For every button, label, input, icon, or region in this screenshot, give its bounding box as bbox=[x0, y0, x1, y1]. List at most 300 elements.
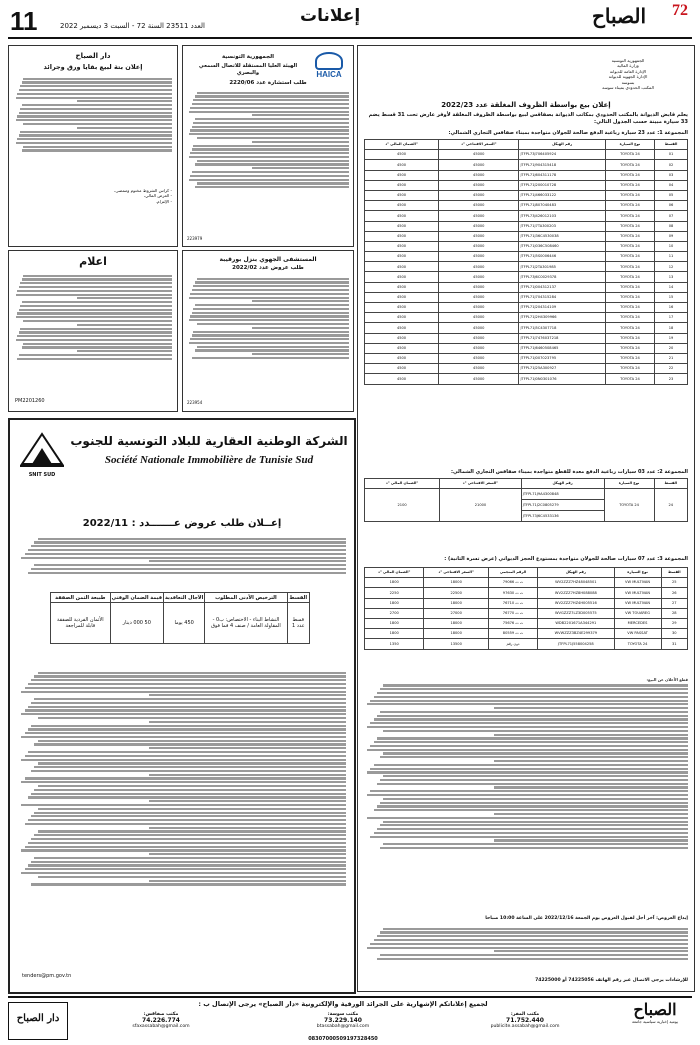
filler-text bbox=[187, 92, 349, 189]
table-cell: 4500 bbox=[365, 231, 439, 241]
text-line bbox=[252, 114, 349, 116]
table-cell: 45000 bbox=[439, 313, 519, 323]
table-cell: 18000 bbox=[424, 598, 488, 608]
table-cell: WVGZZZ7LZ3D005575 bbox=[538, 608, 614, 618]
table-cell: 4500 bbox=[365, 241, 439, 251]
table-cell: 4500 bbox=[365, 272, 439, 282]
text-line bbox=[28, 796, 346, 798]
text-line bbox=[494, 813, 688, 815]
table-cell: TOYOTA 24 bbox=[605, 303, 654, 313]
table-cell: 4500 bbox=[365, 180, 439, 190]
text-line bbox=[367, 947, 688, 949]
table-cell: TOYOTA 24 bbox=[605, 221, 654, 231]
table-cell: JTFPL71J558004258 bbox=[538, 639, 614, 649]
text-line bbox=[25, 687, 346, 689]
table-cell: 05 bbox=[655, 190, 688, 200]
text-line bbox=[383, 730, 688, 732]
table-header: القسط bbox=[655, 140, 688, 150]
table-cell: 03 bbox=[655, 170, 688, 180]
table-cell: JTFPL71J704315284 bbox=[519, 292, 605, 302]
table-cell: 4500 bbox=[365, 303, 439, 313]
table-row bbox=[365, 241, 688, 251]
group2-price: 21000 bbox=[440, 489, 522, 522]
text-line bbox=[374, 832, 688, 834]
table-header: القسط bbox=[654, 479, 687, 489]
table-cell: JTFPL71J200010728 bbox=[519, 180, 605, 190]
snit-tender-title: إعــلان طلب عروض عـــــــدد : 2022/11 bbox=[82, 518, 282, 529]
text-line bbox=[21, 849, 346, 851]
text-line bbox=[31, 815, 346, 817]
text-line bbox=[252, 300, 349, 302]
group2-guarantee: 2100 bbox=[365, 489, 440, 522]
snit-intro bbox=[18, 536, 346, 588]
text-line bbox=[149, 853, 346, 855]
header-rule bbox=[8, 37, 692, 39]
tender-conditions: قطع الأعلان عن البيع: bbox=[364, 678, 688, 908]
text-line bbox=[380, 954, 688, 956]
text-line bbox=[25, 709, 346, 711]
table-cell: 450 يوما bbox=[163, 603, 204, 644]
table-cell: 4500 bbox=[365, 170, 439, 180]
table-cell: 45000 bbox=[439, 221, 519, 231]
table-cell: WV2ZZZ7HZ8H088088 bbox=[538, 588, 614, 598]
table-cell: JTFPL71J036C508460 bbox=[519, 241, 605, 251]
table-cell: TOYOTA 24 bbox=[605, 313, 654, 323]
table-cell: VW MULTIVAN bbox=[614, 578, 661, 588]
table-cell: 45000 bbox=[439, 252, 519, 262]
snit-lots-table bbox=[50, 592, 310, 644]
dar-title: دار الصباح bbox=[75, 52, 111, 60]
logo-year: 72 bbox=[672, 2, 688, 19]
table-cell: TOYOTA 24 bbox=[605, 333, 654, 343]
text-line bbox=[19, 89, 172, 91]
table-header: القسط bbox=[287, 593, 310, 603]
snit-company-fr: Société Nationale Immobilière de Tunisie Sud bbox=[104, 454, 314, 466]
text-line bbox=[377, 958, 688, 960]
haica-ad bbox=[182, 45, 354, 247]
page-number: 11 bbox=[10, 6, 38, 36]
table-cell: VW MULTIVAN bbox=[614, 588, 661, 598]
text-line bbox=[370, 768, 688, 770]
table-cell: 76710 ت ت bbox=[488, 598, 537, 608]
issue-line: العدد 23511 السنة 72 - السبت 3 ديسمبر 2022 bbox=[60, 22, 205, 30]
text-line bbox=[192, 357, 349, 359]
text-line bbox=[19, 354, 172, 356]
group2-vin: JTFPL71J9A4300848 bbox=[521, 489, 604, 500]
text-line bbox=[374, 696, 688, 698]
text-line bbox=[193, 99, 349, 101]
table-cell: 45000 bbox=[439, 231, 519, 241]
text-line bbox=[21, 759, 346, 761]
hospital-subtitle: طلب عروض عدد 2022/02 bbox=[232, 265, 304, 271]
text-line bbox=[31, 838, 346, 840]
text-line bbox=[383, 775, 688, 777]
text-line bbox=[197, 278, 349, 280]
table-cell: JTFPL71J007023795 bbox=[519, 353, 605, 363]
table-cell: JTFPL71J2H4309966 bbox=[519, 313, 605, 323]
text-line bbox=[377, 805, 688, 807]
text-line bbox=[190, 175, 349, 177]
table-cell: TOYOTA 24 bbox=[605, 190, 654, 200]
filler-text bbox=[364, 928, 688, 960]
snit-company-ar: الشركة الوطنية العقارية للبلاد التونسية للجنوب bbox=[70, 434, 348, 448]
table-cell: 1800 bbox=[365, 578, 424, 588]
text-line bbox=[195, 281, 349, 283]
text-line bbox=[380, 802, 688, 804]
text-line bbox=[21, 804, 346, 806]
text-line bbox=[19, 309, 172, 311]
table-row bbox=[365, 313, 688, 323]
text-line bbox=[494, 707, 688, 709]
text-line bbox=[19, 331, 172, 333]
republic-header: الجمهورية التونسية وزارة المالية الإدارة العامة للديوانة الإدارة الجهوية للديوانة بسوسة المكتب الحدودي بميناء سوسة bbox=[602, 58, 654, 91]
table-cell: 45000 bbox=[439, 364, 519, 374]
text-line bbox=[31, 861, 346, 863]
text-line bbox=[34, 812, 346, 814]
table-header: الضمان المالي "د" bbox=[365, 479, 440, 489]
text-line bbox=[16, 119, 172, 121]
table-cell: JTFPL71J204314109 bbox=[519, 303, 605, 313]
table-cell: TOYOTA 24 bbox=[605, 272, 654, 282]
text-line bbox=[383, 798, 688, 800]
vehicles-table-1 bbox=[364, 139, 688, 385]
table-cell: TOYOTA 24 bbox=[605, 353, 654, 363]
table-cell: VW PASSAT bbox=[614, 629, 661, 639]
table-cell: 45000 bbox=[439, 211, 519, 221]
text-line bbox=[21, 691, 346, 693]
office-email[interactable]: sfaxassabah@gmail.com bbox=[132, 1024, 190, 1029]
table-cell: 4500 bbox=[365, 211, 439, 221]
text-line bbox=[34, 743, 346, 745]
dar-subtitle: إعلان بتة لبيع بقايا ورق وجرائد bbox=[43, 63, 143, 71]
text-line bbox=[195, 118, 349, 120]
text-line bbox=[252, 327, 349, 329]
text-line bbox=[189, 179, 349, 181]
vehicles-table-3 bbox=[364, 567, 688, 650]
table-cell: 4500 bbox=[365, 252, 439, 262]
table-cell: قسط عدد 1 bbox=[287, 603, 310, 644]
table-row bbox=[365, 639, 688, 649]
filler-text bbox=[18, 672, 346, 886]
hospital-code: 223954 bbox=[187, 400, 203, 405]
table-header: نوع السيارة bbox=[614, 568, 661, 578]
text-line bbox=[31, 568, 346, 570]
snit-email: tenders@pm.gov.tn bbox=[22, 973, 72, 979]
table-cell: JTFPL71J7476037218 bbox=[519, 333, 605, 343]
table-header: قيمة الضمان الوقتي bbox=[110, 593, 163, 603]
table-row bbox=[365, 364, 688, 374]
table-cell: 45000 bbox=[439, 150, 519, 160]
haica-ref: طلب استشارة عدد 2220/06 bbox=[229, 80, 307, 86]
text-line bbox=[380, 688, 688, 690]
footer-logo: الصباح يومية إخبارية سياسية جامعة bbox=[631, 1000, 679, 1024]
text-line bbox=[34, 834, 346, 836]
office-email[interactable]: btassabah@gmail.com bbox=[316, 1024, 370, 1029]
text-line bbox=[16, 316, 172, 318]
text-line bbox=[22, 278, 172, 280]
hospital-ad bbox=[182, 250, 354, 412]
tender-intro: يعلم قابض الديوانة بالمكتب الحدودي بمكاتب الديوانة بصفاقس لبيع بواسطة الظروف المغلقة لأوفر عارض تحت 31 قسط يضم 33 سيارة مبينة حسب الجدول التالي: bbox=[368, 112, 688, 125]
haica-republic: الجمهورية التونسية bbox=[221, 54, 275, 60]
text-line bbox=[383, 821, 688, 823]
text-line bbox=[31, 770, 346, 772]
text-line bbox=[193, 285, 349, 287]
text-line bbox=[28, 683, 346, 685]
text-line bbox=[494, 950, 688, 952]
table-row bbox=[365, 608, 688, 618]
table-cell: TOYOTA 24 bbox=[605, 374, 654, 384]
table-header: الرقم المنجمي bbox=[488, 568, 537, 578]
text-line bbox=[367, 771, 688, 773]
text-line bbox=[20, 282, 172, 284]
table-cell: 45000 bbox=[439, 303, 519, 313]
table-header: رقم الهيكل bbox=[521, 479, 604, 489]
text-line bbox=[22, 149, 172, 151]
footer-account: 08307000509197328450 bbox=[308, 1036, 378, 1042]
table-cell: 14 bbox=[655, 282, 688, 292]
text-line bbox=[34, 766, 346, 768]
text-line bbox=[383, 684, 688, 686]
table-header: رقم الهيكل bbox=[519, 140, 605, 150]
text-line bbox=[190, 338, 349, 340]
section-title: إعلانات bbox=[300, 6, 361, 26]
table-row bbox=[365, 598, 688, 608]
text-line bbox=[189, 111, 349, 113]
table-header: القسط bbox=[661, 568, 687, 578]
text-line bbox=[367, 749, 688, 751]
text-line bbox=[17, 93, 172, 95]
text-line bbox=[21, 872, 346, 874]
text-line bbox=[34, 789, 346, 791]
table-header: طبيعة الثمن الصفقة bbox=[51, 593, 111, 603]
table-row bbox=[365, 221, 688, 231]
text-line bbox=[20, 328, 172, 330]
text-line bbox=[19, 286, 172, 288]
table-row bbox=[365, 323, 688, 333]
table-cell: 45000 bbox=[439, 201, 519, 211]
text-line bbox=[197, 182, 349, 184]
text-line bbox=[192, 289, 349, 291]
table-cell: 4500 bbox=[365, 292, 439, 302]
table-cell: JTFPL73J706405924 bbox=[519, 150, 605, 160]
table-cell: النشاط البناء - الاختصاص: ب0 - المقاولة العامة / صنف 4 فما فوق bbox=[205, 603, 287, 644]
filler-text bbox=[18, 538, 346, 574]
table-cell: 4500 bbox=[365, 323, 439, 333]
table-cell: 45000 bbox=[439, 180, 519, 190]
text-line bbox=[149, 774, 346, 776]
table-cell: 80559 ت ت bbox=[488, 629, 537, 639]
table-header: الضمان المالي "د" bbox=[365, 140, 439, 150]
text-line bbox=[34, 698, 346, 700]
table-cell: JTFPL71J5S0006446 bbox=[519, 252, 605, 262]
table-row bbox=[365, 588, 688, 598]
table-row bbox=[365, 303, 688, 313]
text-line bbox=[19, 134, 172, 136]
table-cell: MERCEDES bbox=[614, 618, 661, 628]
text-line bbox=[34, 541, 346, 543]
table-cell: JTFPL71J5C4307718 bbox=[519, 323, 605, 333]
table-cell: WV2ZZZ7HZ4H005516 bbox=[538, 598, 614, 608]
text-line bbox=[189, 133, 349, 135]
text-line bbox=[149, 827, 346, 829]
text-line bbox=[192, 126, 349, 128]
text-line bbox=[377, 692, 688, 694]
table-row bbox=[365, 629, 688, 639]
table-header: الضمان المالي "د" bbox=[365, 568, 424, 578]
table-cell: 17 bbox=[655, 313, 688, 323]
text-line bbox=[25, 553, 346, 555]
text-line bbox=[149, 560, 346, 562]
table-cell: 4500 bbox=[365, 190, 439, 200]
table-cell: 45000 bbox=[439, 292, 519, 302]
table-cell: 45000 bbox=[439, 343, 519, 353]
tender-conditions-2 bbox=[364, 926, 688, 976]
text-line bbox=[25, 755, 346, 757]
table-header: نوع السيارة bbox=[605, 140, 654, 150]
table-cell: 06 bbox=[655, 201, 688, 211]
table-header: نوع السيارة bbox=[604, 479, 654, 489]
haica-org: الهيئة العليا المستقلة للاتصال السمعي والبصري bbox=[198, 63, 298, 76]
text-line bbox=[374, 718, 688, 720]
text-line bbox=[28, 842, 346, 844]
text-line bbox=[149, 800, 346, 802]
text-line bbox=[25, 868, 346, 870]
table-cell: 1350 bbox=[365, 639, 424, 649]
text-line bbox=[38, 785, 346, 787]
haica-body bbox=[187, 90, 349, 230]
table-cell: 18000 bbox=[424, 618, 488, 628]
table-row bbox=[365, 170, 688, 180]
text-line bbox=[23, 78, 172, 80]
text-line bbox=[190, 315, 349, 317]
table-cell: 22 bbox=[655, 364, 688, 374]
text-line bbox=[25, 732, 346, 734]
text-line bbox=[149, 721, 346, 723]
text-line bbox=[197, 92, 349, 94]
table-cell: TOYOTA 24 bbox=[605, 323, 654, 333]
table-row bbox=[365, 160, 688, 170]
table-row bbox=[365, 190, 688, 200]
table-row bbox=[365, 150, 688, 160]
text-line bbox=[195, 304, 349, 306]
text-line bbox=[21, 781, 346, 783]
table-cell: 45000 bbox=[439, 262, 519, 272]
text-line bbox=[380, 711, 688, 713]
text-line bbox=[374, 764, 688, 766]
table-cell: JTFPL73J6C0029378 bbox=[519, 272, 605, 282]
group3-title: المجموعة 3: عدد 07 سيارات صالحة للجولان متواجدة بمستودع الحجز الديواني (عرض تسرة الثانية) : bbox=[444, 556, 688, 562]
text-line bbox=[19, 112, 172, 114]
table-cell: WDB2201671A344291 bbox=[538, 618, 614, 628]
text-line bbox=[25, 823, 346, 825]
table-row bbox=[365, 353, 688, 363]
notice-body bbox=[14, 273, 172, 395]
text-line bbox=[28, 706, 346, 708]
haica-logo: HAICA bbox=[311, 52, 347, 79]
table-row bbox=[365, 292, 688, 302]
table-cell: 1800 bbox=[365, 598, 424, 608]
text-line bbox=[195, 186, 349, 188]
text-line bbox=[23, 275, 172, 277]
text-line bbox=[370, 745, 688, 747]
text-line bbox=[383, 843, 688, 845]
text-line bbox=[16, 142, 172, 144]
text-line bbox=[28, 549, 346, 551]
text-line bbox=[370, 943, 688, 945]
text-line bbox=[17, 115, 172, 117]
group2-make: TOYOTA 24 bbox=[604, 489, 654, 522]
footer-banner bbox=[8, 996, 692, 1043]
table-row bbox=[365, 262, 688, 272]
table-cell: 45000 bbox=[439, 272, 519, 282]
text-line bbox=[494, 760, 688, 762]
table-cell: 21 bbox=[655, 353, 688, 363]
table-cell: 4500 bbox=[365, 353, 439, 363]
table-cell: JTFPL71J004312137 bbox=[519, 282, 605, 292]
text-line bbox=[192, 171, 349, 173]
office-email[interactable]: publicite.assabah@gmail.com bbox=[490, 1024, 560, 1029]
table-row bbox=[365, 618, 688, 628]
table-cell: 4500 bbox=[365, 313, 439, 323]
table-cell: 4500 bbox=[365, 364, 439, 374]
closing-line: للإرشادات يرجى الاتصال عبر رقم الهاتف 74225056 أو 74225000 bbox=[535, 978, 688, 983]
table-row bbox=[365, 333, 688, 343]
table-cell: 07 bbox=[655, 211, 688, 221]
text-line bbox=[34, 857, 346, 859]
text-line bbox=[383, 928, 688, 930]
text-line bbox=[197, 160, 349, 162]
table-cell: 26 bbox=[661, 588, 687, 598]
table-cell: 4500 bbox=[365, 333, 439, 343]
text-line bbox=[77, 297, 172, 299]
text-line bbox=[380, 756, 688, 758]
filler-text bbox=[14, 275, 172, 360]
text-line bbox=[38, 717, 346, 719]
table-cell: TOYOTA 24 bbox=[605, 150, 654, 160]
text-line bbox=[252, 167, 349, 169]
dar-items: - كراس الشروط مختوم وممضى، - العرض المالي، - الإلتزام. bbox=[114, 188, 172, 204]
table-cell: TOYOTA 24 bbox=[605, 282, 654, 292]
text-line bbox=[370, 700, 688, 702]
table-cell: 18000 bbox=[424, 629, 488, 639]
office-sfax: مكتب صفاقس: 74.226.774 sfaxassabah@gmail.com bbox=[70, 1012, 252, 1034]
table-row bbox=[365, 211, 688, 221]
text-line bbox=[23, 123, 172, 125]
table-cell: 45000 bbox=[439, 374, 519, 384]
text-line bbox=[77, 324, 172, 326]
text-line bbox=[195, 95, 349, 97]
table-cell: 45000 bbox=[439, 323, 519, 333]
footer-headline: لجميع إعلاناتكم الإشهارية على الجرائد الورقية والإلكترونية «دار الصباح» يرجى الإتصال ب : bbox=[198, 1000, 488, 1008]
table-cell: TOYOTA 24 bbox=[605, 231, 654, 241]
text-line bbox=[252, 141, 349, 143]
table-cell: 01 bbox=[655, 150, 688, 160]
table-cell: TOYOTA 24 bbox=[605, 201, 654, 211]
table-cell: 4500 bbox=[365, 221, 439, 231]
office-sousse: مكتب سوسة: 73.229.140 btassabah@gmail.com bbox=[252, 1012, 434, 1034]
table-cell: TOYOTA 24 bbox=[605, 170, 654, 180]
table-cell: 30 bbox=[661, 629, 687, 639]
text-line bbox=[189, 319, 349, 321]
table-cell: WV2ZZZ7HZ48048501 bbox=[538, 578, 614, 588]
table-cell: JTFPL71J6460508465 bbox=[519, 343, 605, 353]
table-cell: 45000 bbox=[439, 353, 519, 363]
text-line bbox=[149, 880, 346, 882]
text-line bbox=[38, 538, 346, 540]
text-line bbox=[23, 146, 172, 148]
table-cell: JTFPL71J604311178 bbox=[519, 170, 605, 180]
customs-tender-ad bbox=[357, 45, 695, 992]
